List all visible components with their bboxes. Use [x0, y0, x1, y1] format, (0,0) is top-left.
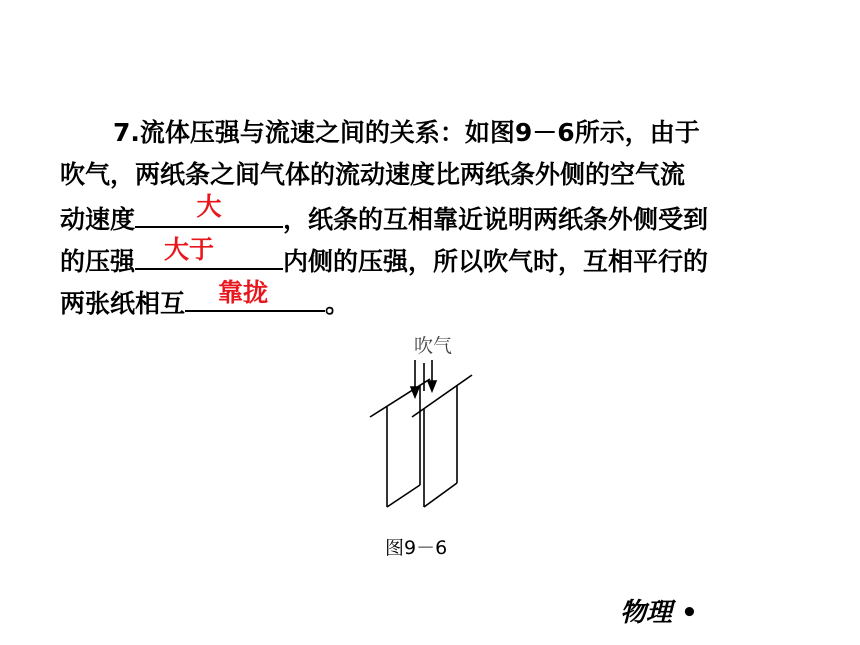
answer-1: 大 — [196, 192, 222, 221]
paper-strips-diagram — [360, 325, 500, 525]
question-text-3b: ，纸条的互相靠近说明两纸条外侧受到 — [283, 205, 709, 234]
question-line-1 — [113, 118, 700, 148]
left-paper-strip — [370, 379, 430, 507]
question-text-2: 吹气，两纸条之间气体的流动速度比两纸条外侧的空气流 — [60, 160, 686, 189]
footer-subject — [620, 592, 698, 629]
paper-strips-figure — [360, 325, 500, 529]
answer-2: 大于 — [164, 235, 215, 264]
question-number: 7. — [113, 118, 140, 147]
question-text-4b: 内侧的压强，所以吹气时，互相平行的 — [283, 247, 709, 276]
answer-blank-2 — [135, 235, 283, 270]
right-paper-strip — [412, 375, 472, 507]
question-text-4a: 的压强 — [60, 247, 136, 276]
footer-dot: • — [681, 598, 698, 628]
question-text-5a: 两张纸相互 — [60, 289, 186, 318]
question-text-5b: 。 — [325, 289, 351, 318]
question-line-3 — [60, 192, 709, 235]
question-line-5 — [60, 278, 351, 319]
subject-label: 物理 — [620, 598, 673, 628]
answer-blank-1 — [135, 192, 283, 228]
question-line-2 — [60, 160, 685, 190]
answer-3: 靠拢 — [218, 278, 269, 307]
question-line-4 — [60, 235, 709, 277]
air-flow-arrows — [411, 360, 436, 397]
answer-blank-3 — [185, 278, 325, 312]
figure-caption: 图9－6 — [385, 537, 448, 559]
blow-label: 吹气 — [414, 335, 453, 357]
question-text-3a: 动速度 — [60, 205, 136, 234]
question-text-1: 流体压强与流速之间的关系：如图9－6所示，由于 — [139, 118, 700, 147]
